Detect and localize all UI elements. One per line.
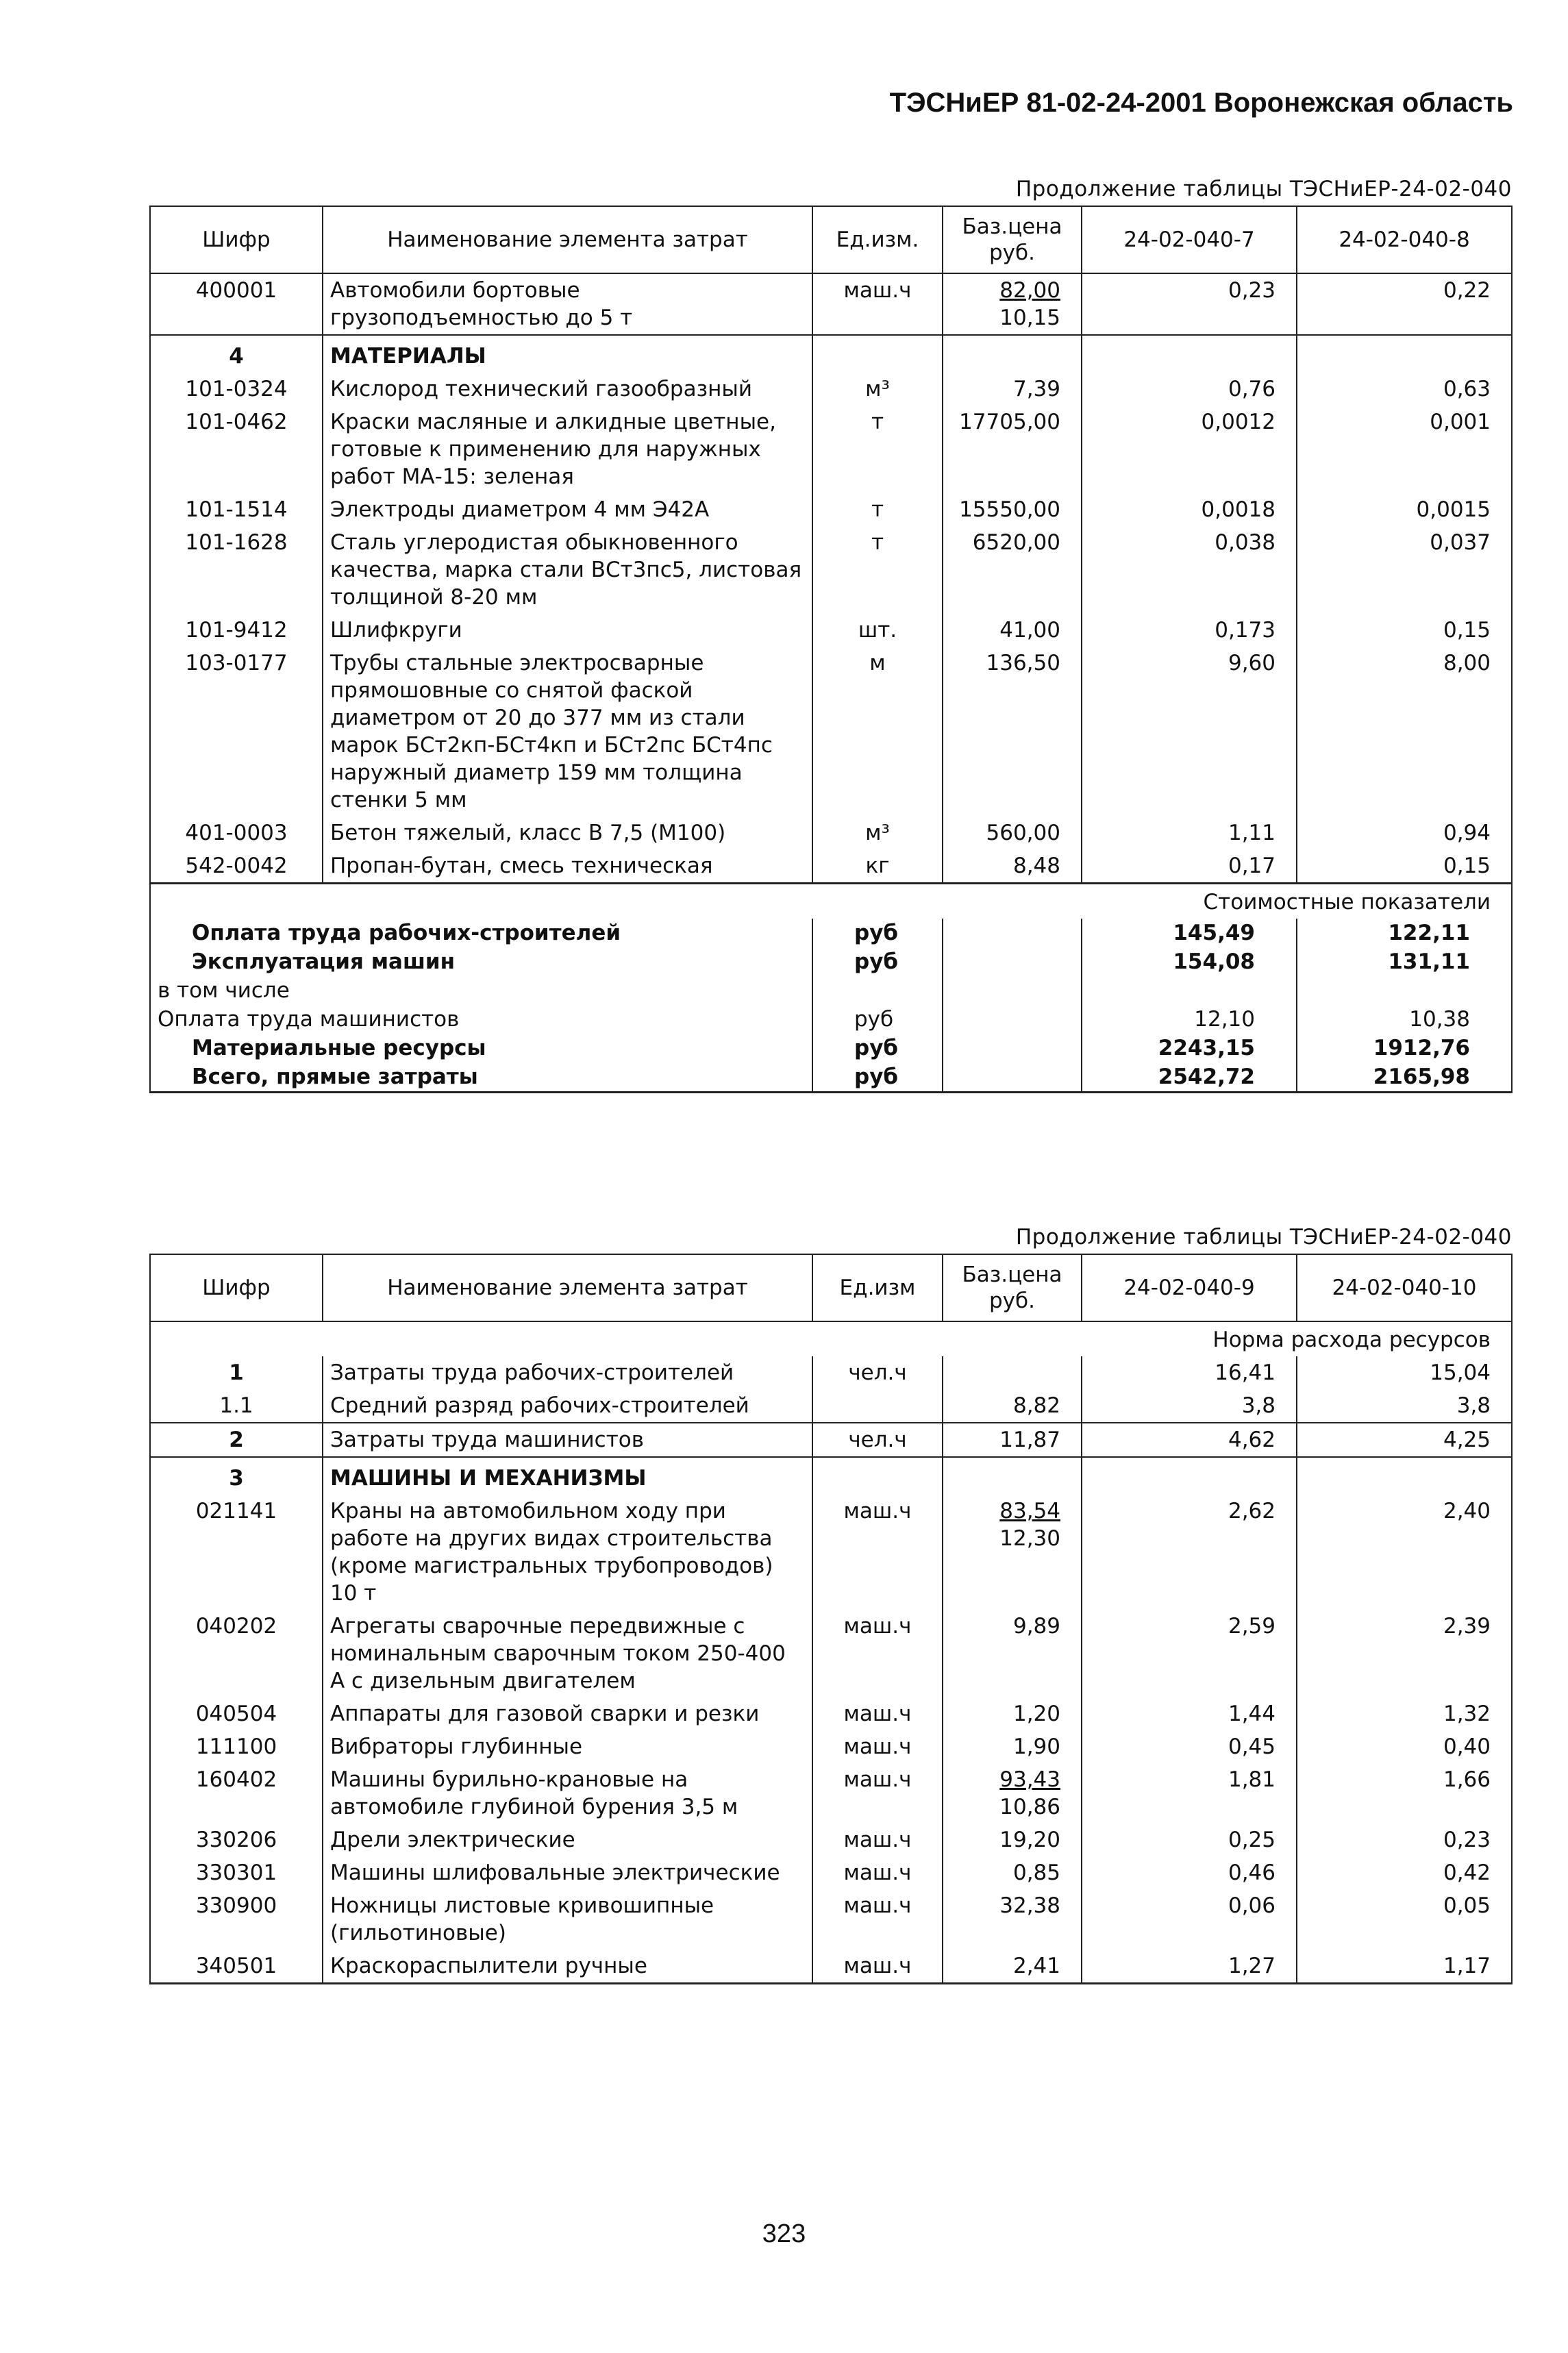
row-price — [943, 1763, 1082, 1823]
row-price — [943, 1356, 1082, 1389]
cost-row — [150, 1005, 1512, 1034]
row-value-col2: 0,037 — [1297, 526, 1512, 614]
table-row — [150, 406, 1512, 493]
cost-unit: руб — [812, 947, 943, 976]
row-name: Бетон тяжелый, класс В 7,5 (М100) — [323, 817, 812, 849]
cost-price-empty — [943, 947, 1082, 976]
cost-unit: руб — [812, 1005, 943, 1034]
row-unit: маш.ч — [812, 1889, 943, 1950]
header-price: Баз.цена руб. — [943, 206, 1082, 273]
cost-value-col2: 122,11 — [1297, 919, 1512, 947]
cost-unit: руб — [812, 1034, 943, 1062]
row-name: Машины шлифовальные электрические — [323, 1856, 812, 1889]
row-name: Автомобили бортовые грузоподъемностью до 5 т — [323, 273, 812, 335]
row-value-col2: 0,42 — [1297, 1856, 1512, 1889]
row-unit: т — [812, 493, 943, 526]
row-price: 41,00 — [943, 614, 1082, 647]
row-unit: м³ — [812, 373, 943, 406]
table1-continuation-label: Продолжение таблицы ТЭСНиЕР-24-02-040 — [1015, 177, 1512, 201]
cost-row — [150, 919, 1512, 947]
row-code: 101-1514 — [150, 493, 323, 526]
row-value-col1: 0,45 — [1082, 1730, 1297, 1763]
table-row — [150, 1423, 1512, 1457]
row-name: МАТЕРИАЛЫ — [323, 335, 812, 373]
row-name: Средний разряд рабочих-строителей — [323, 1389, 812, 1423]
price-denominator: 10,86 — [999, 1795, 1060, 1819]
row-price: 1,20 — [943, 1697, 1082, 1730]
table-row — [150, 1495, 1512, 1610]
table2-continuation-label: Продолжение таблицы ТЭСНиЕР-24-02-040 — [1015, 1225, 1512, 1249]
row-unit: т — [812, 406, 943, 493]
header-unit: Ед.изм. — [812, 206, 943, 273]
table-row — [150, 1889, 1512, 1950]
row-value-col2: 2,40 — [1297, 1495, 1512, 1610]
price-numerator: 82,00 — [999, 278, 1060, 303]
table-row — [150, 1763, 1512, 1823]
row-value-col2: 2,39 — [1297, 1610, 1512, 1697]
table-row — [150, 1610, 1512, 1697]
header-unit: Ед.изм — [812, 1254, 943, 1321]
row-code: 4 — [150, 335, 323, 373]
row-code: 040202 — [150, 1610, 323, 1697]
header-col1: 24-02-040-9 — [1082, 1254, 1297, 1321]
cost-value-col1: 154,08 — [1082, 947, 1297, 976]
table-row — [150, 1856, 1512, 1889]
table-row — [150, 373, 1512, 406]
row-unit: т — [812, 526, 943, 614]
row-price: 0,85 — [943, 1856, 1082, 1889]
row-name: Краски масляные и алкидные цветные, готовые к применению для наружных работ МА-15: зеленая — [323, 406, 812, 493]
table-row — [150, 817, 1512, 849]
row-name: Краны на автомобильном ходу при работе на других видах строительства (кроме магистральных трубопроводов) 10 т — [323, 1495, 812, 1610]
row-name: Кислород технический газообразный — [323, 373, 812, 406]
row-value-col1: 0,23 — [1082, 273, 1297, 335]
price-numerator: 93,43 — [999, 1767, 1060, 1792]
row-price: 1,90 — [943, 1730, 1082, 1763]
price-numerator: 83,54 — [999, 1499, 1060, 1523]
cost-label: Эксплуатация машин — [150, 947, 812, 976]
row-code: 330900 — [150, 1889, 323, 1950]
row-name: МАШИНЫ И МЕХАНИЗМЫ — [323, 1457, 812, 1495]
row-unit: маш.ч — [812, 1856, 943, 1889]
row-value-col1: 2,62 — [1082, 1495, 1297, 1610]
header-code: Шифр — [150, 1254, 323, 1321]
row-value-col2: 0,23 — [1297, 1823, 1512, 1856]
row-price: 9,89 — [943, 1610, 1082, 1697]
cost-unit — [812, 976, 943, 1005]
row-value-col2: 1,66 — [1297, 1763, 1512, 1823]
table-row — [150, 1697, 1512, 1730]
table-row — [150, 335, 1512, 373]
row-code: 330206 — [150, 1823, 323, 1856]
row-value-col1: 1,11 — [1082, 817, 1297, 849]
row-value-col1: 0,06 — [1082, 1889, 1297, 1950]
row-unit: м³ — [812, 817, 943, 849]
row-value-col2: 3,8 — [1297, 1389, 1512, 1423]
table-row — [150, 1730, 1512, 1763]
cost-value-col1: 2243,15 — [1082, 1034, 1297, 1062]
row-unit: маш.ч — [812, 1697, 943, 1730]
header-col1: 24-02-040-7 — [1082, 206, 1297, 273]
row-code: 1 — [150, 1356, 323, 1389]
cost-unit: руб — [812, 1062, 943, 1093]
cost-banner-row — [150, 884, 1512, 919]
row-value-col1: 9,60 — [1082, 647, 1297, 817]
row-unit: маш.ч — [812, 1763, 943, 1823]
row-value-col2: 0,05 — [1297, 1889, 1512, 1950]
row-code: 2 — [150, 1423, 323, 1457]
cost-value-col2 — [1297, 976, 1512, 1005]
row-name: Агрегаты сварочные передвижные с номинальным сварочным током 250-400 А с дизельным двигателем — [323, 1610, 812, 1697]
price-denominator: 12,30 — [999, 1526, 1060, 1551]
row-price — [943, 1457, 1082, 1495]
row-name: Ножницы листовые кривошипные (гильотиновые) — [323, 1889, 812, 1950]
row-unit: м — [812, 647, 943, 817]
row-value-col1: 1,27 — [1082, 1950, 1297, 1984]
row-value-col1: 4,62 — [1082, 1423, 1297, 1457]
row-name: Затраты труда рабочих-строителей — [323, 1356, 812, 1389]
cost-price-empty — [943, 919, 1082, 947]
cost-value-col1: 12,10 — [1082, 1005, 1297, 1034]
resources-table-1 — [149, 206, 1513, 1093]
row-price: 11,87 — [943, 1423, 1082, 1457]
row-code: 160402 — [150, 1763, 323, 1823]
row-name: Краскораспылители ручные — [323, 1950, 812, 1984]
norm-banner-row — [150, 1321, 1512, 1356]
row-unit: кг — [812, 849, 943, 884]
row-name: Аппараты для газовой сварки и резки — [323, 1697, 812, 1730]
table-row — [150, 526, 1512, 614]
row-value-col2: 0,94 — [1297, 817, 1512, 849]
row-unit — [812, 1389, 943, 1423]
cost-value-col1 — [1082, 976, 1297, 1005]
row-price: 6520,00 — [943, 526, 1082, 614]
cost-label: Оплата труда машинистов — [150, 1005, 812, 1034]
row-value-col1: 0,0012 — [1082, 406, 1297, 493]
row-unit — [812, 1457, 943, 1495]
header-col2: 24-02-040-8 — [1297, 206, 1512, 273]
row-name: Дрели электрические — [323, 1823, 812, 1856]
table-row — [150, 647, 1512, 817]
cost-row — [150, 947, 1512, 976]
row-unit: маш.ч — [812, 1610, 943, 1697]
row-value-col1: 0,0018 — [1082, 493, 1297, 526]
cost-value-col2: 131,11 — [1297, 947, 1512, 976]
cost-label: в том числе — [150, 976, 812, 1005]
row-unit: маш.ч — [812, 1950, 943, 1984]
row-price: 560,00 — [943, 817, 1082, 849]
row-value-col2 — [1297, 335, 1512, 373]
row-value-col2: 0,15 — [1297, 614, 1512, 647]
cost-row — [150, 1062, 1512, 1093]
row-name: Затраты труда машинистов — [323, 1423, 812, 1457]
resources-table-2 — [149, 1254, 1513, 1984]
row-unit: маш.ч — [812, 1730, 943, 1763]
row-value-col2: 0,0015 — [1297, 493, 1512, 526]
price-denominator: 10,15 — [999, 306, 1060, 330]
cost-row — [150, 976, 1512, 1005]
row-value-col1: 3,8 — [1082, 1389, 1297, 1423]
row-code: 401-0003 — [150, 817, 323, 849]
row-price — [943, 1495, 1082, 1610]
header-name: Наименование элемента затрат — [323, 206, 812, 273]
row-code: 542-0042 — [150, 849, 323, 884]
cost-price-empty — [943, 1062, 1082, 1093]
row-price: 8,82 — [943, 1389, 1082, 1423]
row-value-col2: 0,63 — [1297, 373, 1512, 406]
row-code: 330301 — [150, 1856, 323, 1889]
row-value-col1 — [1082, 1457, 1297, 1495]
row-code: 101-9412 — [150, 614, 323, 647]
cost-label: Материальные ресурсы — [150, 1034, 812, 1062]
row-value-col1 — [1082, 335, 1297, 373]
cost-banner: Стоимостные показатели — [150, 884, 1512, 919]
row-price: 19,20 — [943, 1823, 1082, 1856]
row-value-col2: 8,00 — [1297, 647, 1512, 817]
page-number: 323 — [762, 2219, 806, 2248]
cost-price-empty — [943, 1005, 1082, 1034]
cost-value-col2: 1912,76 — [1297, 1034, 1512, 1062]
row-unit: маш.ч — [812, 1823, 943, 1856]
cost-label: Всего, прямые затраты — [150, 1062, 812, 1093]
row-unit: чел.ч — [812, 1356, 943, 1389]
row-value-col1: 0,17 — [1082, 849, 1297, 884]
row-price: 32,38 — [943, 1889, 1082, 1950]
cost-unit: руб — [812, 919, 943, 947]
cost-value-col1: 145,49 — [1082, 919, 1297, 947]
row-name: Машины бурильно-крановые на автомобиле глубиной бурения 3,5 м — [323, 1763, 812, 1823]
row-price: 136,50 — [943, 647, 1082, 817]
row-price: 8,48 — [943, 849, 1082, 884]
row-value-col2: 0,22 — [1297, 273, 1512, 335]
row-value-col1: 0,038 — [1082, 526, 1297, 614]
row-value-col1: 0,76 — [1082, 373, 1297, 406]
row-code: 101-1628 — [150, 526, 323, 614]
table-row — [150, 493, 1512, 526]
row-code: 1.1 — [150, 1389, 323, 1423]
cost-price-empty — [943, 976, 1082, 1005]
norm-banner: Норма расхода ресурсов — [150, 1321, 1512, 1356]
row-value-col1: 0,25 — [1082, 1823, 1297, 1856]
row-name: Трубы стальные электросварные прямошовные со снятой фаской диаметром от 20 до 377 мм из стали марок БСт2кп-БСт4кп и БСт2пс БСт4пс наружный диаметр 159 мм толщина стенки 5 мм — [323, 647, 812, 817]
cost-price-empty — [943, 1034, 1082, 1062]
row-name: Шлифкруги — [323, 614, 812, 647]
header-price: Баз.цена руб. — [943, 1254, 1082, 1321]
row-code: 111100 — [150, 1730, 323, 1763]
row-code: 340501 — [150, 1950, 323, 1984]
row-unit: маш.ч — [812, 1495, 943, 1610]
row-unit — [812, 335, 943, 373]
row-value-col1: 16,41 — [1082, 1356, 1297, 1389]
header-col2: 24-02-040-10 — [1297, 1254, 1512, 1321]
row-unit: шт. — [812, 614, 943, 647]
table-row — [150, 1356, 1512, 1389]
row-price: 7,39 — [943, 373, 1082, 406]
row-name: Вибраторы глубинные — [323, 1730, 812, 1763]
row-code: 3 — [150, 1457, 323, 1495]
cost-value-col1: 2542,72 — [1082, 1062, 1297, 1093]
row-value-col2: 4,25 — [1297, 1423, 1512, 1457]
row-value-col2: 0,001 — [1297, 406, 1512, 493]
header-code: Шифр — [150, 206, 323, 273]
header-name: Наименование элемента затрат — [323, 1254, 812, 1321]
table2-header-row — [150, 1254, 1512, 1321]
row-price: 2,41 — [943, 1950, 1082, 1984]
row-unit: чел.ч — [812, 1423, 943, 1457]
table-row — [150, 849, 1512, 884]
row-price: 15550,00 — [943, 493, 1082, 526]
row-name: Пропан-бутан, смесь техническая — [323, 849, 812, 884]
row-price — [943, 335, 1082, 373]
table-row — [150, 1389, 1512, 1423]
row-value-col1: 1,44 — [1082, 1697, 1297, 1730]
cost-value-col2: 10,38 — [1297, 1005, 1512, 1034]
table-row — [150, 273, 1512, 335]
row-price: 17705,00 — [943, 406, 1082, 493]
row-unit: маш.ч — [812, 273, 943, 335]
table-row — [150, 1823, 1512, 1856]
row-value-col1: 1,81 — [1082, 1763, 1297, 1823]
row-value-col2: 0,15 — [1297, 849, 1512, 884]
row-name: Электроды диаметром 4 мм Э42А — [323, 493, 812, 526]
cost-row — [150, 1034, 1512, 1062]
table-row — [150, 1457, 1512, 1495]
table-row — [150, 1950, 1512, 1984]
row-value-col1: 0,173 — [1082, 614, 1297, 647]
row-code: 103-0177 — [150, 647, 323, 817]
row-value-col1: 0,46 — [1082, 1856, 1297, 1889]
row-code: 021141 — [150, 1495, 323, 1610]
row-code: 101-0462 — [150, 406, 323, 493]
cost-value-col2: 2165,98 — [1297, 1062, 1512, 1093]
document-header: ТЭСНиЕР 81-02-24-2001 Воронежская область — [889, 88, 1513, 118]
row-value-col2: 1,32 — [1297, 1697, 1512, 1730]
row-value-col2: 15,04 — [1297, 1356, 1512, 1389]
row-value-col1: 2,59 — [1082, 1610, 1297, 1697]
row-code: 400001 — [150, 273, 323, 335]
row-value-col2: 0,40 — [1297, 1730, 1512, 1763]
row-value-col2 — [1297, 1457, 1512, 1495]
row-code: 040504 — [150, 1697, 323, 1730]
row-code: 101-0324 — [150, 373, 323, 406]
cost-label: Оплата труда рабочих-строителей — [150, 919, 812, 947]
row-name: Сталь углеродистая обыкновенного качества, марка стали ВСт3пс5, листовая толщиной 8-20 мм — [323, 526, 812, 614]
row-value-col2: 1,17 — [1297, 1950, 1512, 1984]
table-row — [150, 614, 1512, 647]
row-price — [943, 273, 1082, 335]
table1-header-row — [150, 206, 1512, 273]
